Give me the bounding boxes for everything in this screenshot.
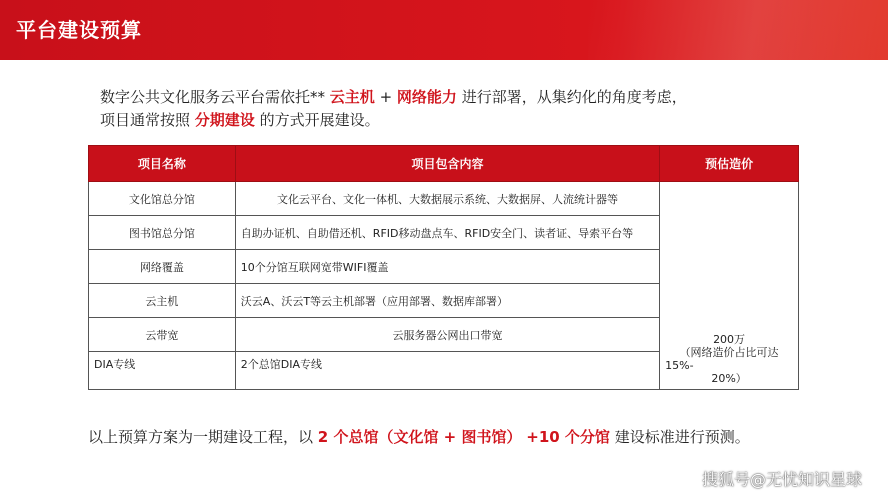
highlight-network: 网络能力	[396, 88, 457, 106]
cell-name: 文化馆总分馆	[89, 182, 236, 216]
intro-line-2	[100, 109, 820, 132]
cell-content: 自助办证机、自助借还机、RFID移动盘点车、RFID安全门、读者证、导索平台等	[235, 216, 659, 250]
price-value	[665, 333, 793, 385]
intro-text-part: 项目通常按照	[100, 111, 195, 129]
cell-name: DIA专线	[89, 352, 236, 390]
cell-price	[660, 182, 799, 390]
intro-text-part: 数字公共文化服务云平台需依托**	[100, 88, 330, 106]
intro-plus: +	[374, 88, 397, 106]
intro-text-part: 的方式开展建设。	[254, 111, 380, 129]
budget-table	[88, 145, 799, 390]
intro-text	[100, 86, 820, 132]
header-estimated-cost: 预估造价	[660, 146, 799, 182]
highlight-main-halls: 2 个总馆（文化馆 + 图书馆）	[317, 428, 522, 446]
header-project-name: 项目名称	[89, 146, 236, 182]
header-project-content: 项目包含内容	[235, 146, 659, 182]
summary-part: 建设标准进行预测。	[609, 428, 750, 446]
cell-name: 网络覆盖	[89, 250, 236, 284]
cell-content: 2个总馆DIA专线	[235, 352, 659, 390]
cell-content: 10个分馆互联网宽带WIFI覆盖	[235, 250, 659, 284]
price-note-1: （网络造价占比可达	[679, 346, 779, 359]
summary-part: 以上预算方案为一期建设工程，以	[88, 428, 318, 446]
cell-content: 文化云平台、文化一体机、大数据展示系统、大数据屏、人流统计器等	[235, 182, 659, 216]
table-header-row	[89, 146, 799, 182]
cell-content: 云服务器公网出口带宽	[235, 318, 659, 352]
price-note-2: 15%-	[665, 359, 694, 372]
cell-content: 沃云A、沃云T等云主机部署（应用部署、数据库部署）	[235, 284, 659, 318]
intro-line-1	[100, 86, 820, 109]
price-note-3: 20%）	[711, 372, 747, 385]
table-row	[89, 182, 799, 216]
highlight-cloud-host: 云主机	[329, 88, 375, 106]
watermark: 搜狐号@无忧知识星球	[701, 470, 862, 489]
title-bar-shine	[588, 0, 888, 60]
cell-name: 图书馆总分馆	[89, 216, 236, 250]
page-title: 平台建设预算	[16, 18, 142, 42]
cell-name: 云带宽	[89, 318, 236, 352]
price-amount: 200万	[713, 333, 746, 346]
highlight-phased: 分期建设	[194, 111, 255, 129]
cell-name: 云主机	[89, 284, 236, 318]
title-bar	[0, 0, 888, 60]
summary-text	[88, 426, 750, 447]
intro-text-part: 进行部署，从集约化的角度考虑，	[456, 88, 687, 106]
highlight-branches: +10 个分馆	[526, 428, 610, 446]
